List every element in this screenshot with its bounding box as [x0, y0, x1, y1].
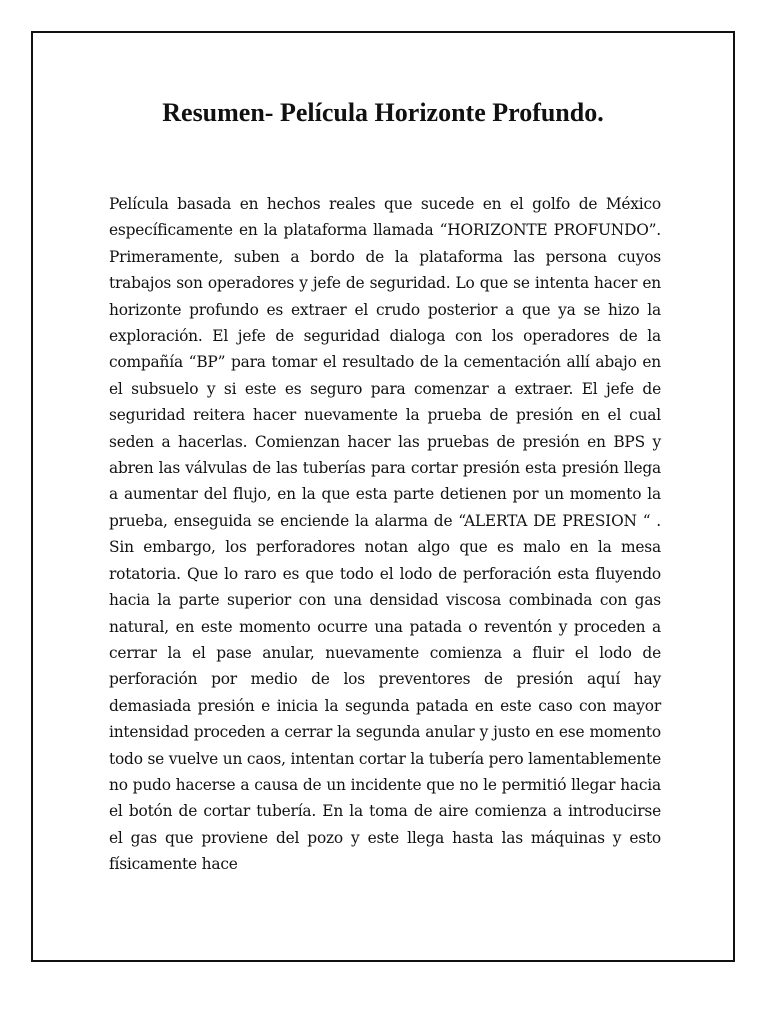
document-page [31, 31, 735, 962]
document-title: Resumen- Película Horizonte Profundo. [162, 98, 604, 127]
document-body-paragraph: Película basada en hechos reales que sucede en el golfo de México específicamente en la plataforma llamada “HORIZONTE PROFUNDO”. Primeramente, suben a bordo de la plataforma las persona cuyos trabajos son operadores y jefe de seguridad. Lo que se intenta hacer en horizonte profundo es extraer el crudo posterior a que ya se hizo la exploración. El jefe de seguridad dialoga con los operadores de la compañía “BP” para tomar el resultado de la cementación allí abajo en el subsuelo y si este es seguro para comenzar a extraer. El jefe de seguridad reitera hacer nuevamente la prueba de presión en el cual seden a hacerlas. Comienzan hacer las pruebas de presión en BPS y abren las válvulas de las tuberías para cortar presión esta presión llega a aumentar del flujo, en la que esta parte detienen por un momento la prueba, enseguida se enciende la alarma de “ALERTA DE PRESION “ . Sin embargo, los perforadores notan algo que es malo en la mesa rotatoria. Que lo raro es que todo el lodo de perforación esta fluyendo hacia la parte superior con una densidad viscosa combinada con gas natural, en este momento ocurre una patada o reventón y proceden a cerrar la el pase anular, nuevamente comienza a fluir el lodo de perforación por medio de los preventores de presión aquí hay demasiada presión e inicia la segunda patada en este caso con mayor intensidad proceden a cerrar la segunda anular y justo en ese momento todo se vuelve un caos, intentan cortar la tubería pero lamentablemente no pudo hacerse a causa de un incidente que no le permitió llegar hacia el botón de cortar tubería. En la toma de aire comienza a introducirse el gas que proviene del pozo y este llega hasta las máquinas y esto físicamente hace [109, 195, 661, 874]
